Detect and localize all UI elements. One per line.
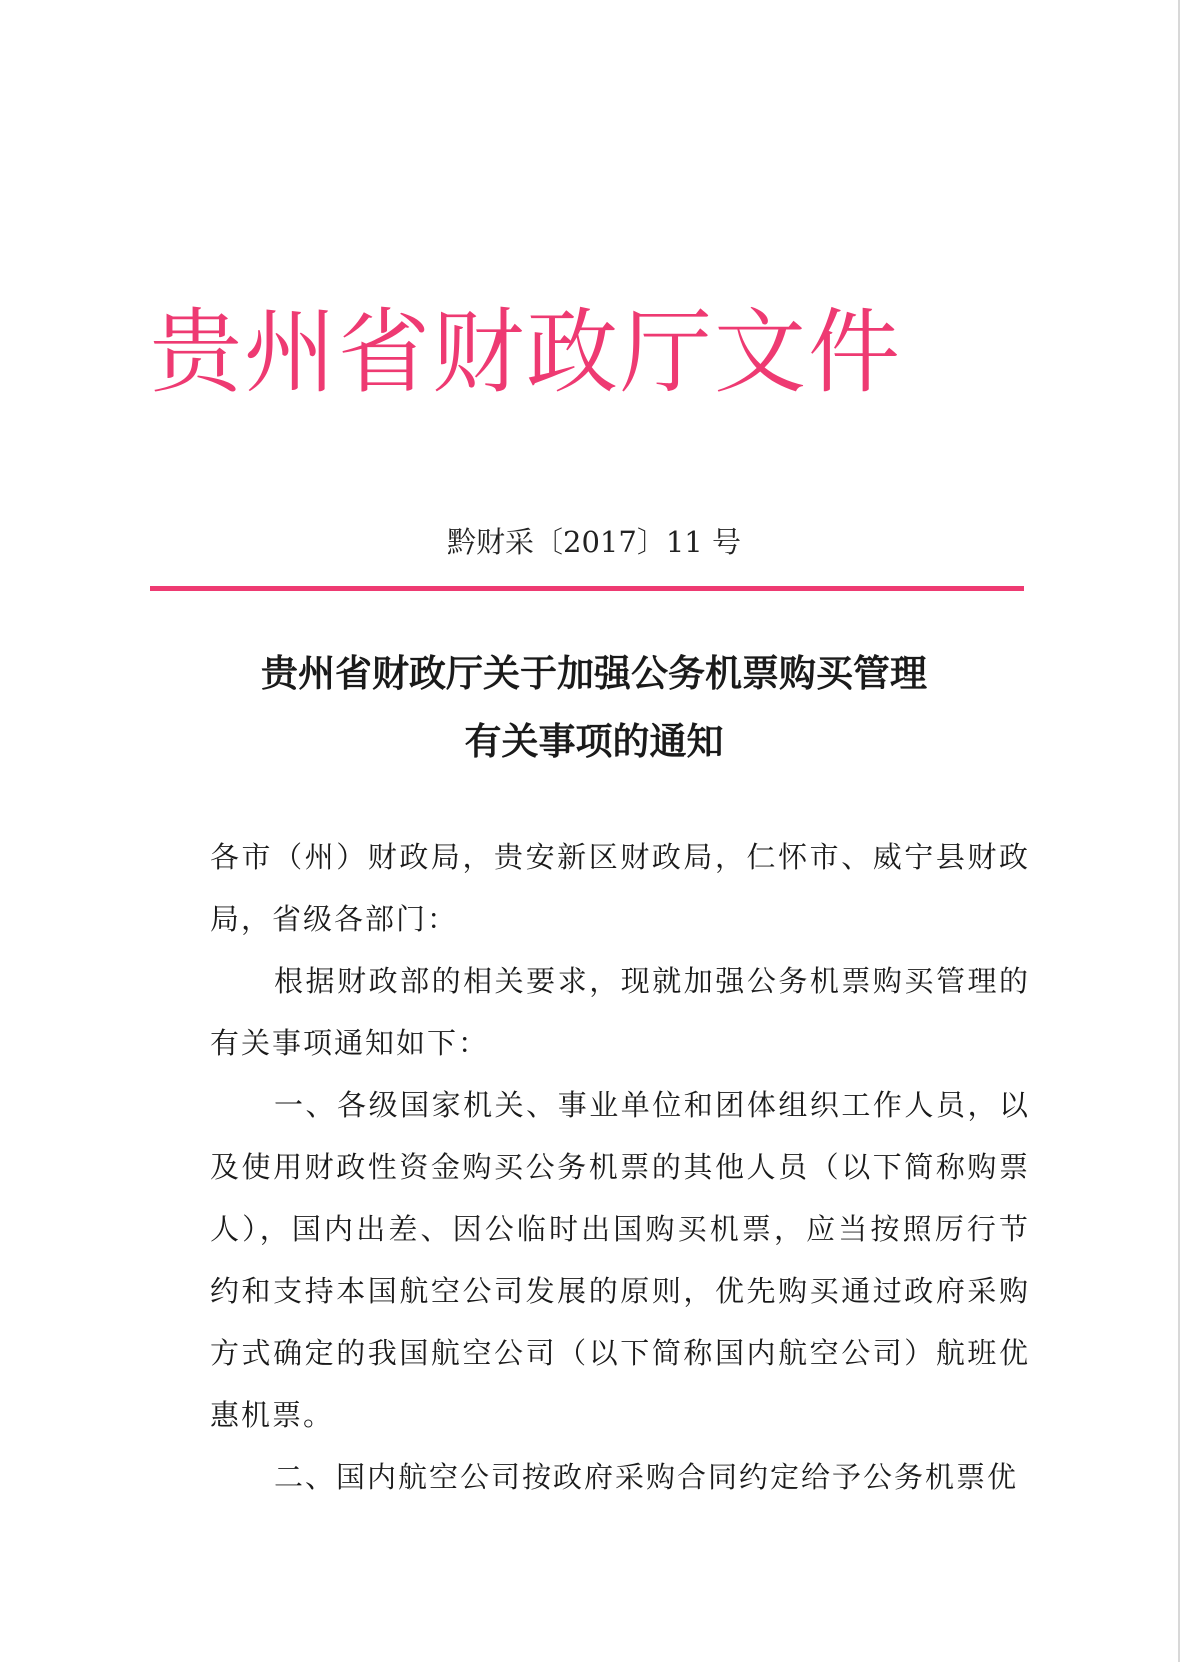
notice-title — [0, 640, 1188, 776]
document-body — [210, 826, 1030, 1508]
document-number: 黔财采〔2017〕11 号 — [447, 525, 741, 559]
addressee-paragraph: 各市（州）财政局，贵安新区财政局，仁怀市、威宁县财政局，省级各部门： — [210, 840, 1030, 936]
intro-paragraph: 根据财政部的相关要求，现就加强公务机票购买管理的有关事项通知如下： — [210, 964, 1030, 1060]
red-divider-line — [150, 586, 1024, 591]
document-header-title: 贵州省财政厅文件 — [150, 299, 903, 406]
notice-title-line-2: 有关事项的通知 — [464, 720, 724, 763]
item-one-paragraph: 一、各级国家机关、事业单位和团体组织工作人员，以及使用财政性资金购买公务机票的其他人员（以下简称购票人），国内出差、因公临时出国购买机票，应当按照厉行节约和支持本国航空公司发展的原则，优先购买通过政府采购方式确定的我国航空公司（以下简称国内航空公司）航班优惠机票。 — [210, 1088, 1030, 1432]
scan-edge-line — [1178, 0, 1180, 1662]
item-two-paragraph: 二、国内航空公司按政府采购合同约定给予公务机票优 — [274, 1460, 1019, 1494]
notice-title-line-1: 贵州省财政厅关于加强公务机票购买管理 — [261, 652, 927, 695]
